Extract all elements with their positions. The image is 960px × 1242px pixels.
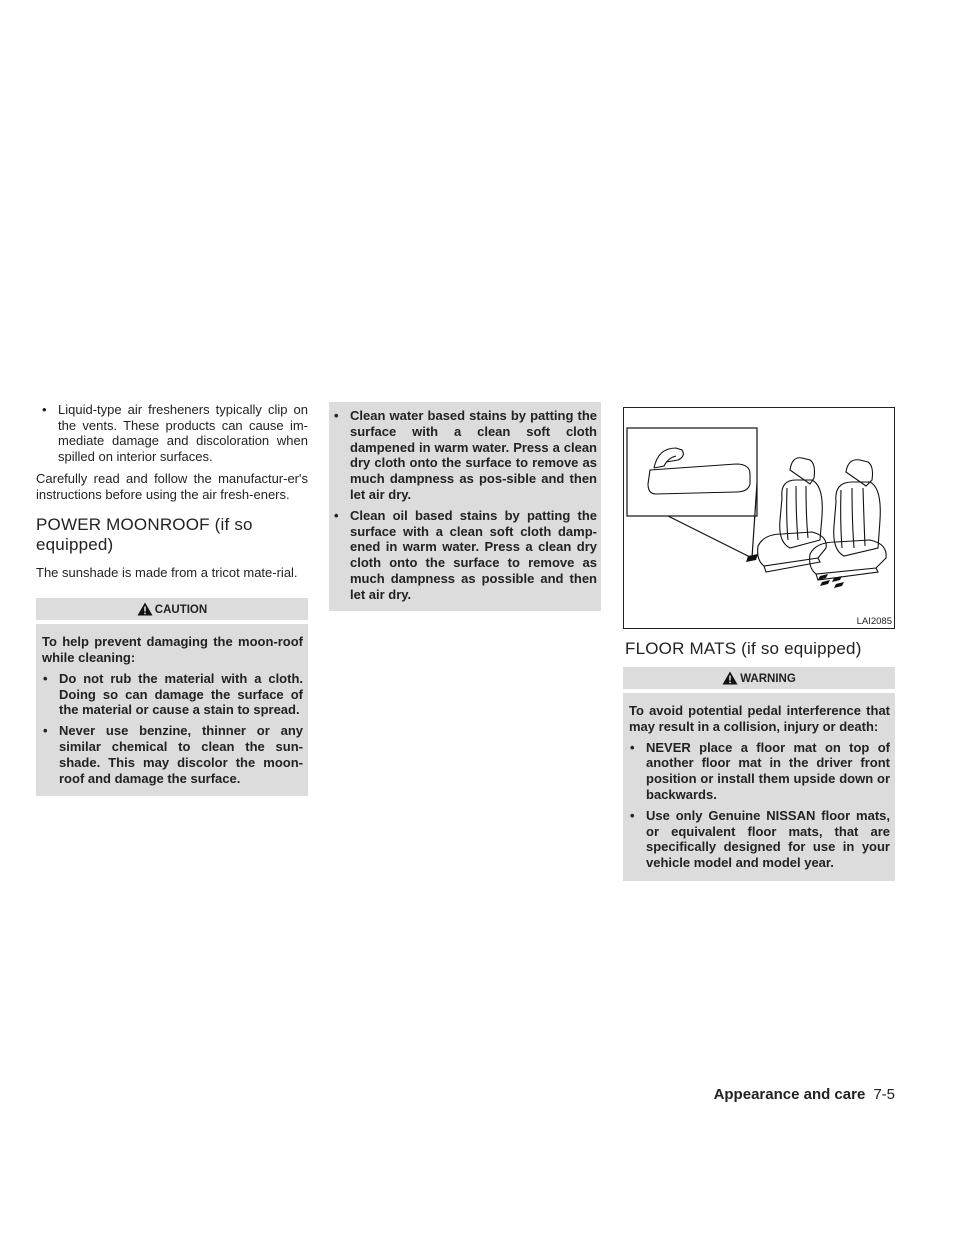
paragraph: Carefully read and follow the manufactur-er's instructions before using the air fresh-eners. — [36, 471, 308, 502]
page-footer — [700, 1086, 895, 1103]
list-item — [42, 723, 303, 786]
list-item — [629, 740, 890, 803]
bullet-text: NEVER place a floor mat on top of another floor mat in the driver front position or install them upside down or backwards. — [646, 739, 890, 802]
bullet-glyph: • — [630, 739, 635, 755]
list-item — [333, 408, 597, 503]
figure-label: LAI2085 — [856, 616, 892, 627]
bullet-text: Use only Genuine NISSAN floor mats, or equivalent floor mats, that are specifically designed for use in your vehicle model and model year. — [646, 807, 890, 871]
bullet-text: Liquid-type air fresheners typically clip on the vents. These products can cause im-mediate damage and discoloration when spilled on interior surfaces. — [58, 402, 308, 464]
bullet-glyph: • — [334, 507, 339, 523]
list-item — [333, 508, 597, 603]
bullet-text: Do not rub the material with a cloth. Doing so can damage the surface of the material or cause a stain to spread. — [59, 670, 303, 718]
caution-box-title — [36, 598, 308, 620]
caution-intro: To help prevent damaging the moon-roof while cleaning: — [42, 634, 303, 665]
warning-box-title — [623, 667, 895, 689]
caution-box-body — [36, 624, 308, 796]
warning-box-body — [623, 693, 895, 881]
bullet-text: Never use benzine, thinner or any similar chemical to clean the sun-shade. This may discolor the moon-roof and damage the surface. — [59, 723, 303, 786]
list-item — [629, 808, 890, 871]
warning-label: WARNING — [740, 673, 796, 685]
bullet-glyph: • — [630, 807, 635, 823]
bullet-text: Clean water based stains by patting the surface with a clean soft cloth dampened in warm water. Press a clean dry cloth onto the surface to remove as much dampness as pos-sible and then let air dry. — [350, 408, 597, 502]
floor-mat-figure — [623, 407, 895, 629]
caution-label: CAUTION — [154, 604, 208, 617]
seat-illustration — [624, 408, 894, 628]
caution-box-continued — [329, 402, 601, 611]
warning-triangle-icon — [137, 601, 153, 625]
paragraph: The sunshade is made from a tricot mate-rial. — [36, 564, 298, 580]
bullet-glyph: • — [43, 670, 48, 686]
bullet-glyph: • — [42, 402, 47, 417]
bullet-text: Clean oil based stains by patting the surface with a clean soft cloth damp-ened in warm water. Press a clean dry cloth onto the surface to remove as much dampness as possible and then let air dry. — [350, 507, 597, 602]
bullet-glyph: • — [334, 408, 339, 423]
column-right — [623, 402, 895, 881]
column-left — [36, 402, 308, 796]
section-heading-moonroof: POWER MOONROOF (if so equipped) — [36, 514, 253, 554]
column-middle — [329, 402, 601, 611]
warning-intro: To avoid potential pedal interference that may result in a collision, injury or death: — [629, 703, 890, 734]
warning-triangle-icon — [722, 670, 738, 694]
footer-section-title: Appearance and care — [713, 1086, 866, 1103]
list-item — [36, 402, 308, 464]
section-heading-floor-mats: FLOOR MATS (if so equipped) — [625, 639, 862, 658]
list-item — [42, 671, 303, 718]
bullet-glyph: • — [43, 723, 48, 739]
page-number: 7-5 — [873, 1086, 895, 1103]
